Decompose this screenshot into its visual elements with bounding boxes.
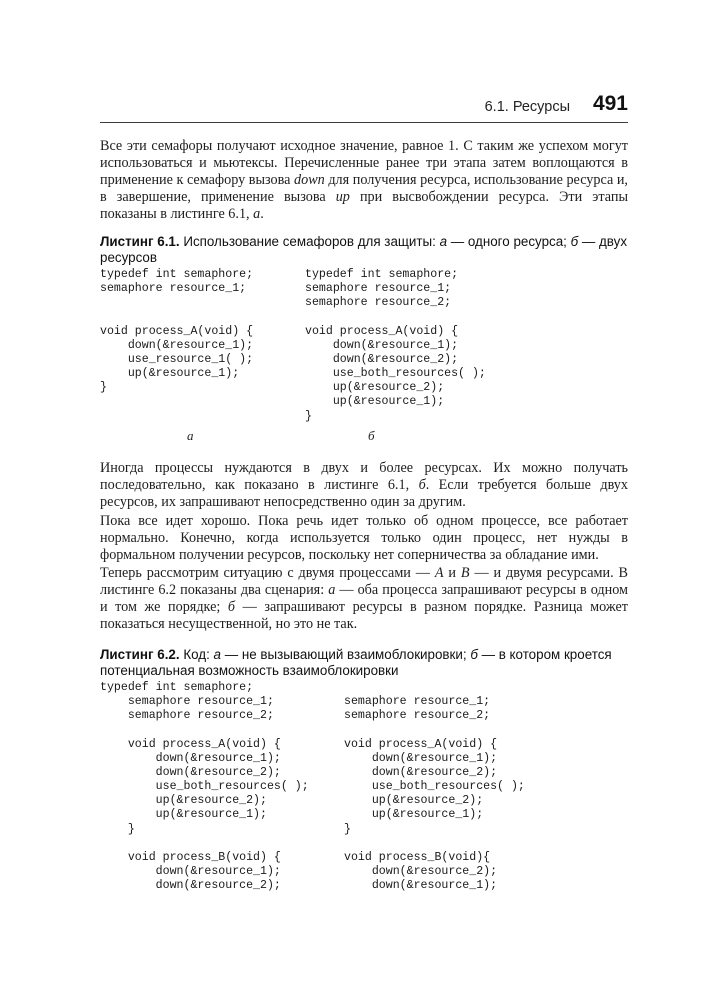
paragraph-4-emph-a: а <box>328 581 336 598</box>
paragraph-2-text-2: . Если требуется больше двух ресурсов, их запрашивают непосредственно один за другим. <box>100 476 628 510</box>
listing-2-caption-emph-b: б <box>470 647 478 662</box>
listing-1-label-a: а <box>187 428 194 443</box>
listing-2-code-a: typedef int semaphore; semaphore resource_1; semaphore resource_2; void process_A(void) { down(&resource_1); down(&resource_2); use_both_resources( ); up(&resource_2); up(&resource_1); } void process_B(void) { down(&resource_1); down(&resource_2); <box>100 681 309 893</box>
paragraph-4-text-5: — запрашивают ресурсы в разном порядке. Разница может показаться несущественной, но это не так. <box>100 598 628 632</box>
listing-1-caption-text-2: — одного ресурса; <box>447 234 571 249</box>
paragraph-4-text-4: — оба процесса запрашивают ресурсы в одном и том же порядке; <box>100 581 629 615</box>
paragraph-1-text-3: при высвобождении ресурса. Эти этапы показаны в листинге 6.1, <box>100 188 628 222</box>
paragraph-4-emph-B: B <box>460 565 470 581</box>
listing-2-label: Листинг 6.2. <box>100 647 180 662</box>
paragraph-4-emph-A: A <box>434 565 444 581</box>
section-title: 6.1. Ресурсы <box>484 99 570 115</box>
paragraph-4-text-3: — и двумя ресурсами. В листинге 6.2 показаны два сценария: <box>100 565 629 598</box>
paragraph-2-text-1: Иногда процессы нуждаются в двух и более ресурсах. Их можно получать последовательно, как показано в листинге 6.1, <box>100 460 628 493</box>
paragraph-1-text-2: для получения ресурса, использование ресурса и, в завершение, применение вызова <box>100 171 628 205</box>
listing-1-code-b: typedef int semaphore; semaphore resource_1; semaphore resource_2; void process_A(void) { down(&resource_1); down(&resource_2); use_both_resources( ); up(&resource_2); up(&resource_1); } <box>305 268 486 423</box>
listing-2-code-b: semaphore resource_1; semaphore resource_2; void process_A(void) { down(&resource_1); down(&resource_2); use_both_resources( ); up(&resource_2); up(&resource_1); } void process_B(void){ down(&resource_2); down(&resource_1); <box>344 695 525 893</box>
paragraph-4-emph-b: б <box>227 598 236 615</box>
listing-1-caption <box>100 234 628 266</box>
running-header <box>100 94 628 123</box>
listing-2-caption-text-3: — в котором кроется потенциальная возможность взаимоблокировки <box>100 647 612 678</box>
listing-1-label-b: б <box>368 428 375 443</box>
paragraph-1-emph-down: down <box>294 171 325 188</box>
listing-1-caption-text-1: Использование семафоров для защиты: <box>179 234 440 249</box>
listing-2-caption-text-1: Код: <box>179 647 214 662</box>
listing-1-caption-text-3: — двух ресурсов <box>100 234 628 265</box>
listing-2-caption <box>100 647 628 679</box>
paragraph-4-text-2: и <box>443 565 461 581</box>
paragraph-2 <box>100 460 628 511</box>
page-number: 491 <box>592 92 628 115</box>
listing-1-caption-emph-b: б <box>570 234 579 249</box>
paragraph-4-text-1: Теперь рассмотрим ситуацию с двумя процессами — <box>100 565 435 581</box>
paragraph-1 <box>100 138 628 223</box>
paragraph-1-text-4: . <box>260 205 264 222</box>
paragraph-4 <box>100 565 628 633</box>
paragraph-1-emph-a: а <box>253 205 261 222</box>
listing-2-caption-text-2: — не вызывающий взаимоблокировки; <box>220 647 471 662</box>
listing-1-label: Листинг 6.1. <box>100 234 180 249</box>
paragraph-2-emph-b: б <box>418 476 426 493</box>
paragraph-1-text-1: Все эти семафоры получают исходное значение, равное 1. С таким же успехом могут использоваться и мьютексы. Перечисленные ранее три этапа затем воплощаются в применение к семафору вызова <box>100 138 628 188</box>
paragraph-1-emph-up: up <box>335 188 350 205</box>
listing-1-caption-emph-a: а <box>439 234 448 249</box>
listing-1-code-a: typedef int semaphore; semaphore resource_1; void process_A(void) { down(&resource_1); use_resource_1( ); up(&resource_1); } <box>100 268 254 395</box>
listing-2-caption-emph-a: а <box>213 647 221 662</box>
paragraph-3: Пока все идет хорошо. Пока речь идет только об одном процессе, все работает нормально. Конечно, когда используется только один процесс, нет нужды в формальном получении ресурсов, поскольку нет соперничества за обладание ими. <box>100 513 628 563</box>
